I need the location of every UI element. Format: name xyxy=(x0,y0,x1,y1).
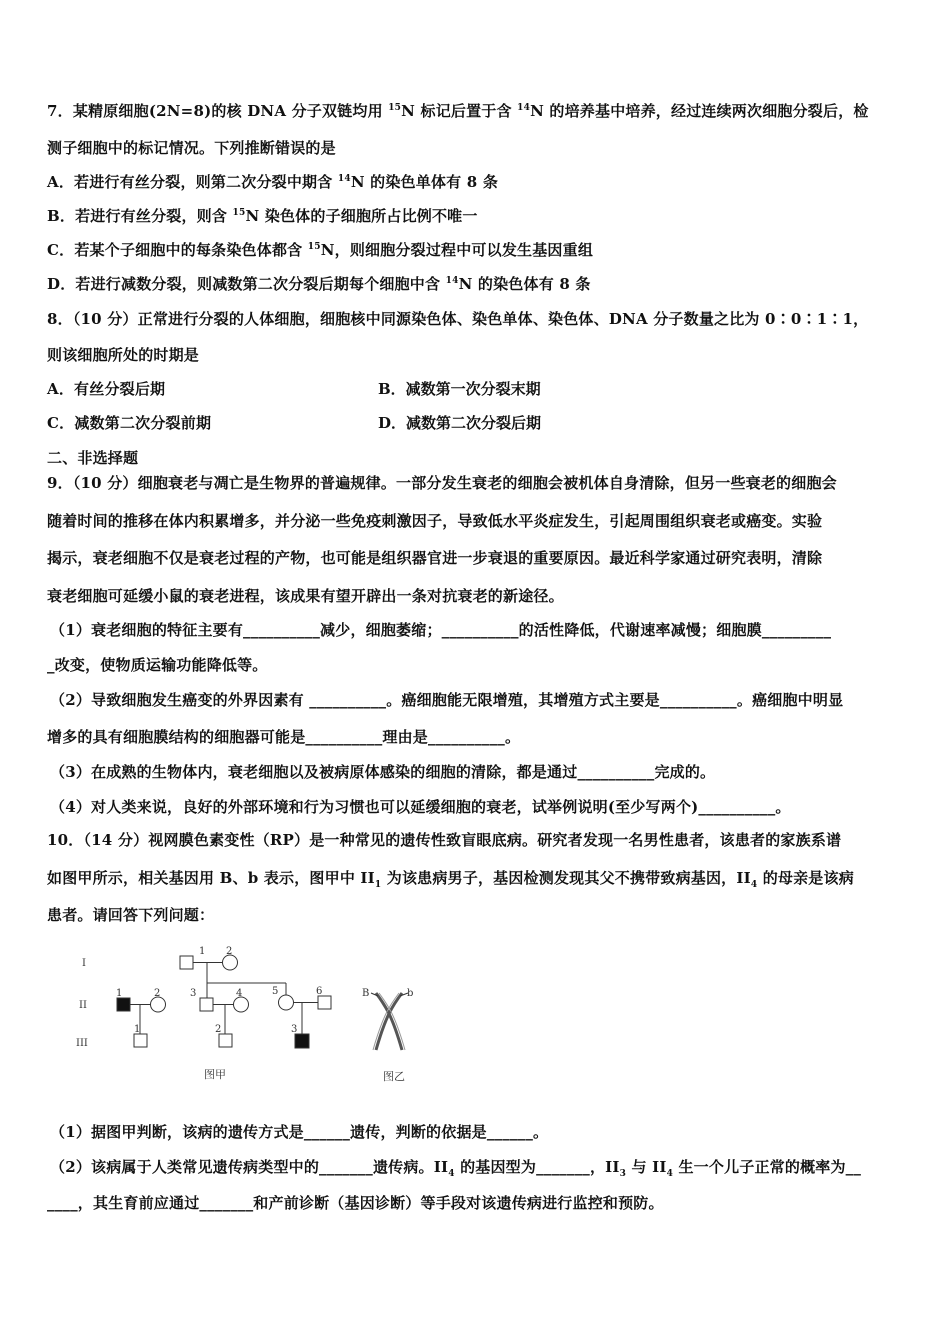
q7-option-d: D．若进行减数分裂，则减数第二次分裂后期每个细胞中含 $^{14}$N 的染色体有 8 条 xyxy=(47,275,591,293)
ii3-normal-male xyxy=(200,998,213,1011)
gen-label-ii: II xyxy=(79,1000,87,1011)
i2-number: 2 xyxy=(226,946,233,957)
q9-paragraph-line2: 随着时间的推移在体内积累增多，并分泌一些免疫刺激因子，导致低水平炎症发生，引起周围组织衰老或癌变。实验 xyxy=(47,512,823,530)
q10-paragraph-line1: 10．（14 分）视网膜色素变性（RP）是一种常见的遗传性致盲眼底病。研究者发现一名男性患者，该患者的家族系谱 xyxy=(47,831,842,849)
q8-stem-line1: 8．（10 分）正常进行分裂的人体细胞，细胞核中同源染色体、染色单体、染色体、DNA 分子数量之比为 0∶0∶1∶1， xyxy=(47,310,869,328)
ii1-affected-male xyxy=(117,998,130,1011)
q10-sub2-line1: （2）该病属于人类常见遗传病类型中的_______遗传病。$II_4$ 的基因型为_______，$II_3$ 与 $II_4$ 生一个儿子正常的概率为__ xyxy=(50,1158,862,1179)
ii5-number: 5 xyxy=(272,986,279,997)
ii1-number: 1 xyxy=(116,988,123,999)
i1-normal-male xyxy=(180,956,193,969)
q8-option-a: A．有丝分裂后期 xyxy=(47,380,166,398)
q9-sub1-line1: （1）衰老细胞的特征主要有__________减少，细胞萎缩；__________的活性降低，代谢速率减慢；细胞膜_________ xyxy=(50,621,832,639)
iii1-number: 1 xyxy=(134,1024,141,1035)
gen-label-i: I xyxy=(82,958,86,969)
iii3-number: 3 xyxy=(291,1024,298,1035)
ii4-number: 4 xyxy=(236,988,243,999)
q9-paragraph-line3: 揭示，衰老细胞不仅是衰老过程的产物，也可能是组织器官进一步衰退的重要原因。最近科学家通过研究表明，清除 xyxy=(47,549,823,567)
i2-normal-female xyxy=(223,955,238,970)
q9-paragraph-line4: 衰老细胞可延缓小鼠的衰老进程，该成果有望开辟出一条对抗衰老的新途径。 xyxy=(47,587,564,605)
caption-figure-a: 图甲 xyxy=(204,1068,226,1081)
iii1-normal-male xyxy=(134,1034,147,1047)
q9-sub4: （4）对人类来说，良好的外部环境和行为习惯也可以延缓细胞的衰老，试举例说明(至少写两个)__________。 xyxy=(50,798,791,816)
ii6-number: 6 xyxy=(316,986,323,997)
q8-stem-line2: 则该细胞所处的时期是 xyxy=(47,346,200,364)
q9-sub2-line1: （2）导致细胞发生癌变的外界因素有 __________。癌细胞能无限增殖，其增殖方式主要是__________。癌细胞中明显 xyxy=(50,691,844,709)
q7-stem-line2: 测子细胞中的标记情况。下列推断错误的是 xyxy=(47,139,336,157)
q7-stem-line1: 7．某精原细胞(2N=8)的核 DNA 分子双链均用 $^{15}$N 标记后置于含 $^{14}$N 的培养基中培养，经过连续两次细胞分裂后，检 xyxy=(47,102,869,120)
q7-option-c: C．若某个子细胞中的每条染色体都含 $^{15}$N，则细胞分裂过程中可以发生基因重组 xyxy=(47,241,594,259)
ii2-number: 2 xyxy=(154,988,161,999)
i1-number: 1 xyxy=(199,946,206,957)
q10-paragraph-line3: 患者。请回答下列问题： xyxy=(47,906,215,924)
allele-label-lower: b xyxy=(407,988,414,999)
iii3-affected-male xyxy=(295,1034,309,1048)
q9-paragraph-line1: 9．（10 分）细胞衰老与凋亡是生物界的普遍规律。一部分发生衰老的细胞会被机体自身清除，但另一些衰老的细胞会 xyxy=(47,474,837,492)
section-heading: 二、非选择题 xyxy=(47,449,139,467)
iii2-normal-male xyxy=(219,1034,232,1047)
ii4-normal-female xyxy=(234,997,249,1012)
ii2-normal-female xyxy=(151,997,166,1012)
ii3-number: 3 xyxy=(190,988,197,999)
iii2-number: 2 xyxy=(215,1024,222,1035)
q8-option-c: C．减数第二次分裂前期 xyxy=(47,414,212,432)
q10-sub2-line2: ____，其生育前应通过_______和产前诊断（基因诊断）等手段对该遗传病进行监控和预防。 xyxy=(47,1194,664,1212)
q8-option-d: D．减数第二次分裂后期 xyxy=(378,414,542,432)
caption-figure-b: 图乙 xyxy=(383,1070,405,1083)
q7-option-b: B．若进行有丝分裂，则含 $^{15}$N 染色体的子细胞所占比例不唯一 xyxy=(47,207,478,225)
q9-sub1-line2: _改变，使物质运输功能降低等。 xyxy=(47,656,268,674)
q9-sub2-line2: 增多的具有细胞膜结构的细胞器可能是__________理由是__________。 xyxy=(47,728,521,746)
ii6-normal-male xyxy=(318,996,331,1009)
allele-label-upper: B xyxy=(362,988,370,999)
ii5-normal-female xyxy=(279,995,294,1010)
q8-option-b: B．减数第一次分裂末期 xyxy=(378,380,541,398)
q9-sub3: （3）在成熟的生物体内，衰老细胞以及被病原体感染的细胞的清除，都是通过__________完成的。 xyxy=(50,763,716,781)
q10-sub1: （1）据图甲判断，该病的遗传方式是______遗传，判断的依据是______。 xyxy=(50,1123,549,1141)
q10-paragraph-line2: 如图甲所示，相关基因用 B、b 表示，图甲中 $II_1$ 为该患病男子，基因检测发现其父不携带致病基因，$II_4$ 的母亲是该病 xyxy=(47,869,854,890)
q7-option-a: A．若进行有丝分裂，则第二次分裂中期含 $^{14}$N 的染色单体有 8 条 xyxy=(47,173,499,191)
gen-label-iii: III xyxy=(76,1038,88,1049)
